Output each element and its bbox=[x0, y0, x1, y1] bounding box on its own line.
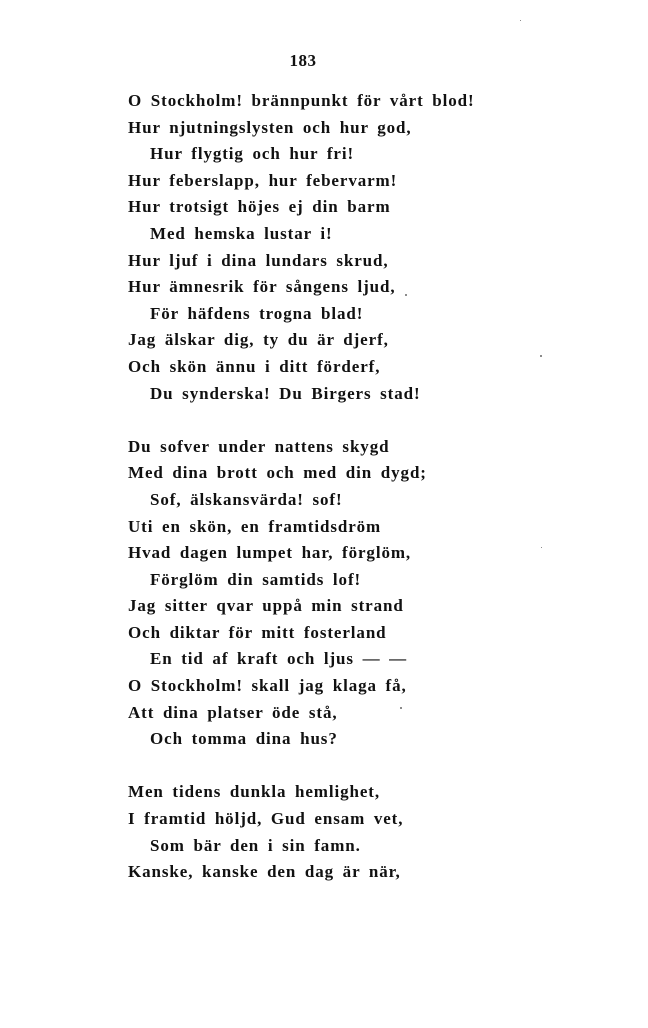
stanza bbox=[128, 434, 475, 753]
poem-line: Men tidens dunkla hemlighet, bbox=[128, 782, 381, 802]
poem-line: En tid af kraft och ljus — — bbox=[150, 649, 408, 669]
poem-line: Jag sitter qvar uppå min strand bbox=[128, 596, 404, 616]
scan-speck bbox=[400, 707, 402, 709]
poem-line: Hur njutningslysten och hur god, bbox=[128, 117, 412, 137]
poem-line: Hur ämnesrik för sångens ljud, bbox=[128, 277, 396, 297]
poem-line: Uti en skön, en framtidsdröm bbox=[128, 516, 382, 536]
poem-line: Förglöm din samtids lof! bbox=[150, 569, 362, 589]
poem-line: Kanske, kanske den dag är när, bbox=[128, 862, 401, 882]
stanza bbox=[128, 779, 475, 885]
poem-line: Att dina platser öde stå, bbox=[128, 702, 338, 722]
poem-line: Du sofver under nattens skygd bbox=[128, 436, 390, 456]
scan-speck bbox=[541, 547, 542, 548]
poem-line: Jag älskar dig, ty du är djerf, bbox=[128, 330, 389, 350]
poem-body bbox=[128, 88, 475, 912]
poem-line: Och skön ännu i ditt förderf, bbox=[128, 356, 381, 376]
poem-line: Hvad dagen lumpet har, förglöm, bbox=[128, 543, 412, 563]
poem-line: Med dina brott och med din dygd; bbox=[128, 463, 427, 483]
poem-line: Hur ljuf i dina lundars skrud, bbox=[128, 250, 389, 270]
poem-line: Hur flygtig och hur fri! bbox=[150, 144, 355, 164]
poem-line: Med hemska lustar i! bbox=[150, 223, 333, 243]
poem-line: O Stockholm! skall jag klaga få, bbox=[128, 676, 407, 696]
poem-line: Och tomma dina hus? bbox=[150, 729, 338, 749]
poem-line: Sof, älskansvärda! sof! bbox=[150, 489, 343, 509]
poem-line: Du synderska! Du Birgers stad! bbox=[150, 383, 421, 403]
poem-line: Och diktar för mitt fosterland bbox=[128, 622, 387, 642]
scan-speck bbox=[520, 20, 521, 21]
scan-speck bbox=[540, 355, 542, 357]
poem-line: O Stockholm! brännpunkt för vårt blod! bbox=[128, 91, 475, 110]
poem-line: Som bär den i sin famn. bbox=[150, 835, 361, 855]
scan-speck bbox=[405, 294, 407, 296]
stanza bbox=[128, 88, 475, 407]
poem-line: I framtid höljd, Gud ensam vet, bbox=[128, 809, 404, 829]
page-number: 183 bbox=[289, 51, 317, 70]
poem-line: Hur trotsigt höjes ej din barm bbox=[128, 197, 391, 217]
poem-line: För häfdens trogna blad! bbox=[150, 303, 364, 323]
poem-line: Hur feberslapp, hur febervarm! bbox=[128, 170, 398, 190]
